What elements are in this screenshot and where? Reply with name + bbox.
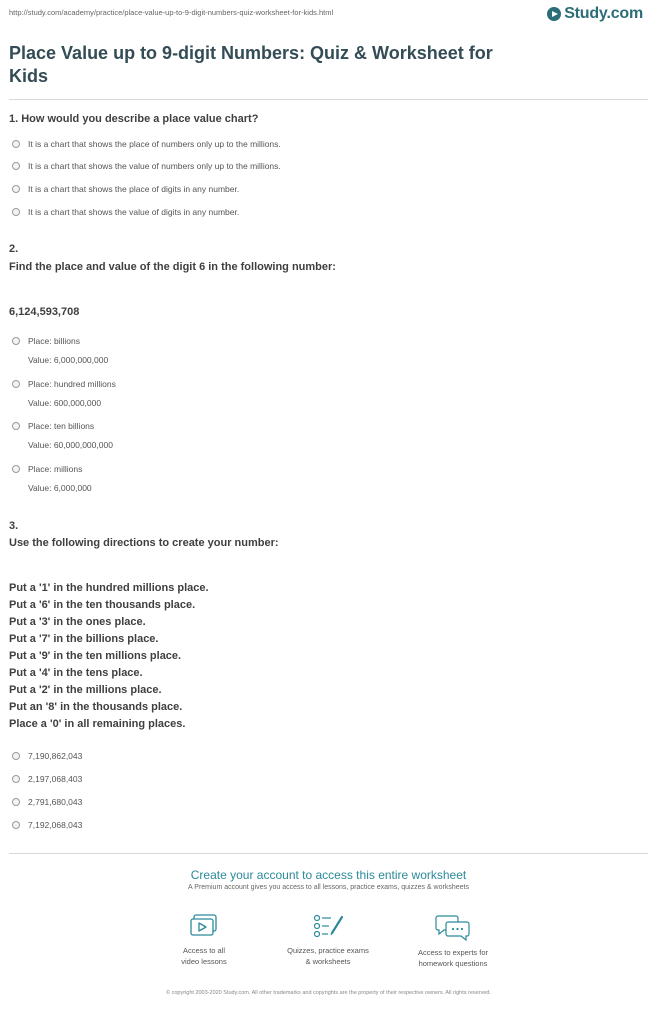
- cta-title[interactable]: Create your account to access this entire worksheet: [190, 868, 467, 882]
- option-value: Value: 600,000,000: [28, 398, 102, 408]
- title-divider: [9, 99, 648, 100]
- direction-line: Put a '7' in the billions place.: [9, 633, 159, 645]
- feature-caption: video lessons: [181, 957, 227, 966]
- option-text: 7,192,068,043: [28, 820, 83, 830]
- video-lessons-icon: [188, 913, 220, 939]
- option-text: It is a chart that shows the value of digits in any number.: [28, 207, 240, 217]
- option-text: 2,791,680,043: [28, 797, 83, 807]
- page-url: http://study.com/academy/practice/place-value-up-to-9-digit-numbers-quiz-worksheet-for-kids.html: [9, 8, 334, 17]
- q3-option-2[interactable]: [12, 774, 82, 784]
- radio-button[interactable]: [12, 798, 20, 806]
- question-3-prompt: Use the following directions to create your number:: [9, 537, 279, 549]
- option-place: Place: ten billions: [28, 421, 95, 431]
- radio-button[interactable]: [12, 422, 20, 430]
- copyright-notice: © copyright 2003-2020 Study.com. All other trademarks and copyrights are the property of their respective owners. All rights reserved.: [166, 990, 491, 996]
- feature-caption: Access to all: [182, 946, 226, 955]
- expert-chat-icon: [434, 913, 472, 941]
- direction-line: Put a '9' in the ten millions place.: [9, 650, 182, 662]
- feature-caption: Quizzes, practice exams: [287, 946, 369, 955]
- q2-option-4[interactable]: [12, 464, 92, 493]
- option-value: Value: 6,000,000: [28, 483, 92, 493]
- question-2-prompt: Find the place and value of the digit 6 in the following number:: [9, 261, 336, 273]
- option-place: Place: millions: [28, 464, 83, 474]
- option-text: It is a chart that shows the place of numbers only up to the millions.: [28, 139, 281, 149]
- option-text: 7,190,862,043: [28, 751, 83, 761]
- study-logo[interactable]: [547, 5, 643, 23]
- direction-line: Put a '6' in the ten thousands place.: [9, 599, 196, 611]
- q3-option-1[interactable]: [12, 751, 82, 761]
- radio-button[interactable]: [12, 821, 20, 829]
- direction-line: Put a '2' in the millions place.: [9, 684, 162, 696]
- radio-button[interactable]: [12, 208, 20, 216]
- play-circle-icon: [547, 7, 561, 21]
- q1-option-3[interactable]: [12, 184, 239, 194]
- feature-caption: & worksheets: [305, 957, 351, 966]
- q3-option-4[interactable]: [12, 820, 82, 830]
- feature-quizzes: [258, 913, 398, 967]
- direction-line: Place a '0' in all remaining places.: [9, 718, 186, 730]
- feature-caption: Access to experts for: [417, 948, 489, 957]
- q1-option-4[interactable]: [12, 207, 239, 217]
- option-value: Value: 6,000,000,000: [28, 355, 109, 365]
- feature-experts: [383, 913, 523, 969]
- page-title: Place Value up to 9-digit Numbers: Quiz & Worksheet for Kids: [9, 43, 493, 86]
- cta-subtitle: A Premium account gives you access to all lessons, practice exams, quizzes & worksheets: [188, 884, 469, 891]
- feature-caption: homework questions: [418, 959, 488, 968]
- logo-text: Study.com: [564, 5, 643, 22]
- option-place: Place: hundred millions: [28, 379, 116, 389]
- radio-button[interactable]: [12, 775, 20, 783]
- question-2-number: 2.: [9, 243, 19, 255]
- q2-option-3[interactable]: [12, 421, 113, 450]
- option-text: It is a chart that shows the place of digits in any number.: [28, 184, 240, 194]
- direction-line: Put a '3' in the ones place.: [9, 616, 146, 628]
- q1-option-2[interactable]: [12, 161, 281, 171]
- radio-button[interactable]: [12, 380, 20, 388]
- radio-button[interactable]: [12, 140, 20, 148]
- option-text: 2,197,068,403: [28, 774, 83, 784]
- question-3-number: 3.: [9, 520, 19, 532]
- question-2-figure: 6,124,593,708: [9, 306, 80, 318]
- q1-option-1[interactable]: [12, 139, 281, 149]
- quiz-checklist-icon: [311, 913, 345, 939]
- q2-option-1[interactable]: [12, 336, 108, 365]
- radio-button[interactable]: [12, 465, 20, 473]
- direction-line: Put an '8' in the thousands place.: [9, 701, 183, 713]
- radio-button[interactable]: [12, 752, 20, 760]
- direction-line: Put a '4' in the tens place.: [9, 667, 143, 679]
- q3-option-3[interactable]: [12, 797, 82, 807]
- q2-option-2[interactable]: [12, 379, 116, 408]
- option-value: Value: 60,000,000,000: [28, 440, 113, 450]
- option-place: Place: billions: [28, 336, 80, 346]
- radio-button[interactable]: [12, 337, 20, 345]
- radio-button[interactable]: [12, 162, 20, 170]
- radio-button[interactable]: [12, 185, 20, 193]
- cta-divider: [9, 853, 648, 854]
- question-1-heading: 1. How would you describe a place value chart?: [9, 113, 259, 125]
- feature-video-lessons: [134, 913, 274, 967]
- question-3-directions: [9, 581, 209, 734]
- option-text: It is a chart that shows the value of numbers only up to the millions.: [28, 161, 281, 171]
- direction-line: Put a '1' in the hundred millions place.: [9, 582, 209, 594]
